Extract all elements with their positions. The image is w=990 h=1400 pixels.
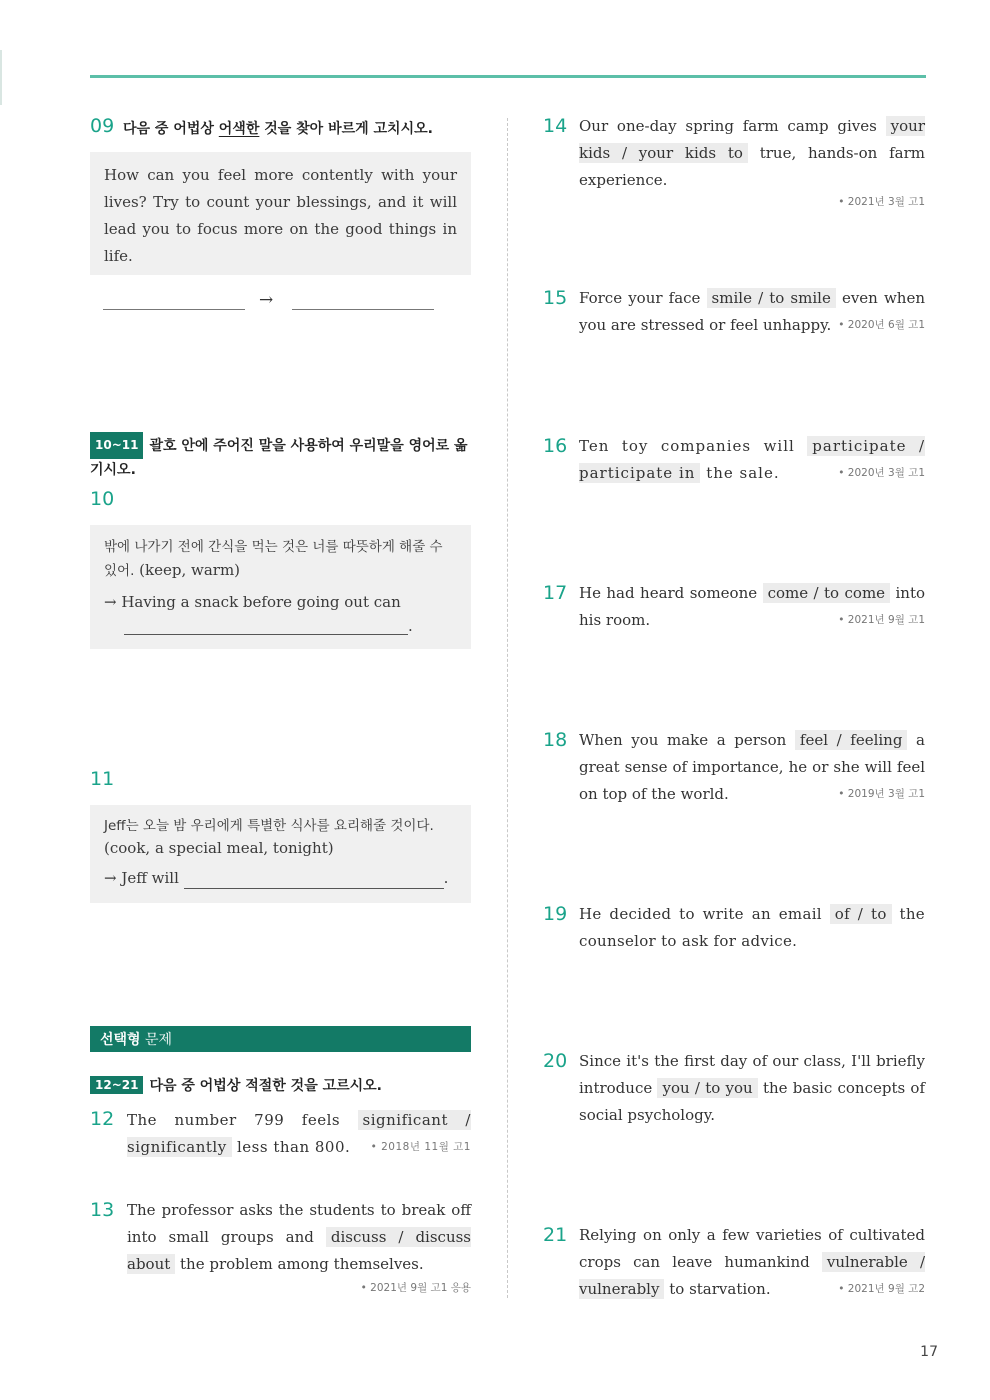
question-10-korean: 밖에 나가기 전에 간식을 먹는 것은 너를 따뜻하게 해줄 수 있어. [104,539,443,579]
source-label: • 2020년 6월 고1 [838,319,925,331]
page-edge-mark [0,50,2,105]
question-14-text: Our one-day spring farm camp gives your kids / your kids to true, hands-on farm experience. • 2021년 3월 고1 [579,117,925,208]
source-label: • 2019년 3월 고1 [838,788,925,800]
answer-blank-wrong[interactable] [103,309,245,310]
header-rule [90,75,926,78]
question-11-hint: (cook, a special meal, tonight) [104,839,334,857]
question-20-text: Since it's the first day of our class, I'll briefly introduce you / to you the basic concepts of social psychology. [579,1052,926,1124]
question-10-box: 밖에 나가기 전에 간식을 먹는 것은 너를 따뜻하게 해줄 수 있어. (keep, warm) → Having a snack before going out can . [90,525,471,649]
source-label: • 2021년 9월 고1 [838,614,925,626]
question-number-17: 17 [543,582,568,604]
question-range-tag: 10~11 [90,432,143,459]
column-divider [507,118,508,1298]
choice-option[interactable]: smile / to smile [707,288,836,308]
page-number: 17 [920,1344,938,1360]
question-13-text: The professor asks the students to break off into small groups and discuss / discuss about the problem among themselves. • 2021년 9월 고1 응용 [127,1201,471,1294]
choice-option[interactable]: feel / feeling [795,730,908,750]
question-number-20: 20 [543,1050,568,1072]
answer-blank-correct[interactable] [292,309,434,310]
question-21-text: Relying on only a few varieties of cultivated crops can leave humankind vulnerable / vulnerably to starvation. • 2021년 9월 고2 [579,1222,925,1303]
question-number-09: 09 [90,115,115,137]
question-10-11-instruction: 10~11 괄호 안에 주어진 말을 사용하여 우리말을 영어로 옮기시오. [90,432,471,482]
question-12-21-instruction: 12~21 다음 중 어법상 적절한 것을 고르시오. [90,1075,382,1095]
question-10-answer-blank[interactable] [124,617,408,635]
choice-option[interactable]: significant / significantly [127,1111,471,1156]
question-number-13: 13 [90,1199,115,1221]
question-number-16: 16 [543,435,568,457]
source-label: • 2020년 3월 고1 [838,467,925,479]
question-number-12: 12 [90,1108,115,1130]
source-label: • 2018년 11월 고1 [370,1141,471,1153]
question-11-korean: Jeff는 오늘 밤 우리에게 특별한 식사를 요리해줄 것이다. [104,818,434,834]
choice-option[interactable]: of / to [830,904,892,924]
section-header: 선택형 문제 [90,1026,471,1052]
question-11-answer-prefix: → Jeff will [104,869,179,887]
question-09-instruction: 다음 중 어법상 어색한 것을 찾아 바르게 고치시오. [123,121,433,137]
question-17-text: He had heard someone come / to come into his room. • 2021년 9월 고1 [579,580,925,634]
question-number-14: 14 [543,115,568,137]
source-label: • 2021년 3월 고1 [838,196,925,208]
question-18-text: When you make a person feel / feeling a great sense of importance, he or she will feel on top of the world. • 2019년 3월 고1 [579,727,925,808]
arrow-icon: → [259,290,274,310]
source-label: • 2021년 9월 고2 [838,1283,925,1295]
question-10-answer-prefix: → Having a snack before going out can [104,593,401,611]
question-19-text: He decided to write an email of / to the counselor to ask for advice. [579,905,925,950]
question-16-text: Ten toy companies will participate / participate in the sale. • 2020년 3월 고1 [579,433,925,487]
question-10-hint: (keep, warm) [139,561,241,579]
source-label: • 2021년 9월 고1 응용 [360,1282,471,1294]
question-11-answer-blank[interactable] [184,871,444,889]
question-number-11: 11 [90,768,115,790]
choice-option[interactable]: come / to come [763,583,890,603]
question-number-21: 21 [543,1224,568,1246]
question-number-18: 18 [543,729,568,751]
question-12-text: The number 799 feels significant / significantly less than 800. • 2018년 11월 고1 [127,1107,471,1161]
question-11-box: Jeff는 오늘 밤 우리에게 특별한 식사를 요리해줄 것이다. (cook, a special meal, tonight) → Jeff will . [90,805,471,903]
choice-option[interactable]: your kids / your kids to [579,117,925,162]
choice-option[interactable]: vulnerable / vulnerably [579,1253,925,1298]
question-09-passage: How can you feel more contently with your lives? Try to count your blessings, and it will lead you to focus more on the good things in life. [90,152,471,275]
choice-option[interactable]: you / to you [657,1078,757,1098]
question-range-tag: 12~21 [90,1076,143,1094]
question-number-15: 15 [543,287,568,309]
choice-option[interactable]: participate / participate in [579,437,925,482]
question-15-text: Force your face smile / to smile even when you are stressed or feel unhappy. • 2020년 6월 고1 [579,285,925,339]
question-number-10: 10 [90,488,115,510]
choice-option[interactable]: discuss / discuss about [127,1228,471,1273]
question-number-19: 19 [543,903,568,925]
